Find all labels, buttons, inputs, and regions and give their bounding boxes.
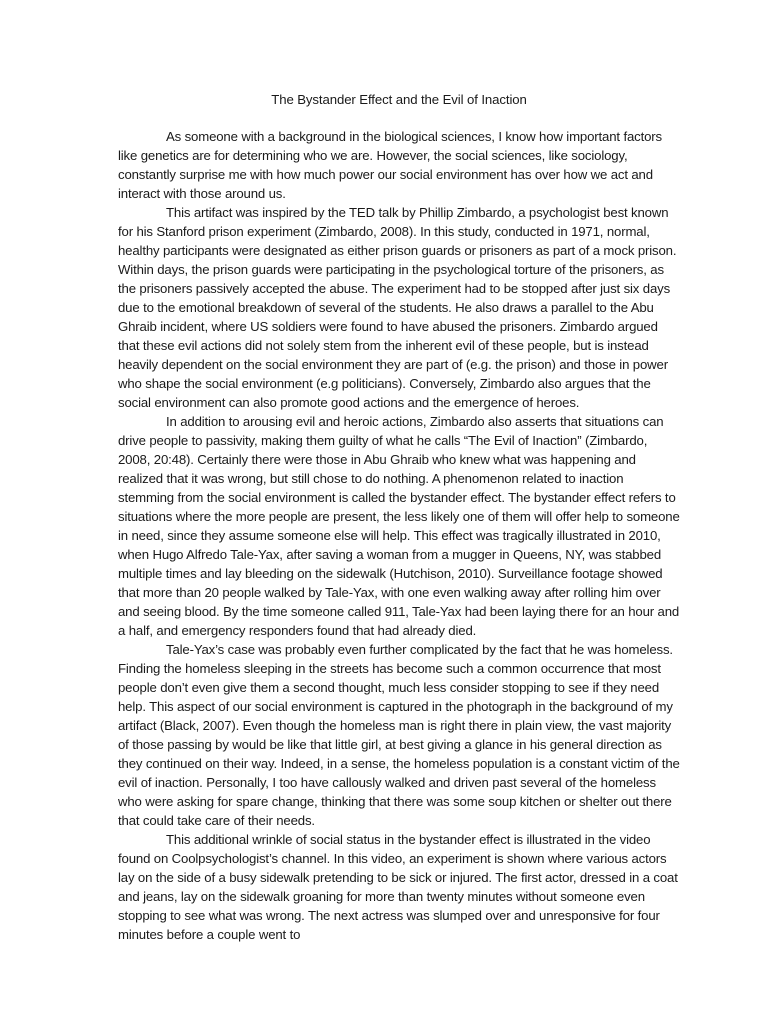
document-title: The Bystander Effect and the Evil of Inaction: [271, 92, 527, 107]
paragraph: As someone with a background in the biological sciences, I know how important factors like genetics are for determining who we are. However, the social sciences, like sociology, constantly surprise me with how much power our social environment has over how we act and interact with those around us.: [118, 129, 662, 201]
paragraph: In addition to arousing evil and heroic actions, Zimbardo also asserts that situations can drive people to passivity, making them guilty of what he calls “The Evil of Inaction” (Zimbardo, 2008, 20:48). Certainly there were those in Abu Ghraib who knew what was happening and realized that it was wrong, but still chose to do nothing. A phenomenon related to inaction stemming from the social environment is called the bystander effect. The bystander effect refers to situations where the more people are present, the less likely one of them will offer help to someone in need, since they assume someone else will help. This effect was tragically illustrated in 2010, when Hugo Alfredo Tale-Yax, after saving a woman from a mugger in Queens, NY, was stabbed multiple times and lay bleeding on the sidewalk (Hutchison, 2010). Surveillance footage showed that more than 20 people walked by Tale-Yax, with one even walking away after rolling him over and seeing blood. By the time someone called 911, Tale-Yax had been laying there for an hour and a half, and emergency responders found that had already died.: [118, 414, 680, 638]
paragraph: Tale-Yax’s case was probably even further complicated by the fact that he was homeless. Finding the homeless sleeping in the streets has become such a common occurrence that most people don’t even give them a second thought, much less consider stopping to see if they need help. This aspect of our social environment is captured in the photograph in the background of my artifact (Black, 2007). Even though the homeless man is right there in plain view, the vast majority of those passing by would be like that little girl, at best giving a glance in his general direction as they continued on their way. Indeed, in a sense, the homeless population is a constant victim of the evil of inaction. Personally, I too have callously walked and driven past several of the homeless who were asking for spare change, thinking that there was some soup kitchen or shelter out there that could take care of their needs.: [118, 642, 680, 828]
paragraph: This additional wrinkle of social status in the bystander effect is illustrated in the video found on Coolpsychologist’s channel. In this video, an experiment is shown where various actors lay on the side of a busy sidewalk pretending to be sick or injured. The first actor, dressed in a coat and jeans, lay on the sidewalk groaning for more than twenty minutes without someone even stopping to see what was wrong. The next actress was slumped over and unresponsive for four minutes before a couple went to: [118, 832, 678, 942]
paragraph: This artifact was inspired by the TED talk by Phillip Zimbardo, a psychologist best known for his Stanford prison experiment (Zimbardo, 2008). In this study, conducted in 1971, normal, healthy participants were designated as either prison guards or prisoners as part of a mock prison. Within days, the prison guards were participating in the psychological torture of the prisoners, as the prisoners passively accepted the abuse. The experiment had to be stopped after just six days due to the emotional breakdown of several of the students. He also draws a parallel to the Abu Ghraib incident, where US soldiers were found to have abused the prisoners. Zimbardo argued that these evil actions did not solely stem from the inherent evil of these people, but is instead heavily dependent on the social environment they are part of (e.g. the prison) and those in power who shape the social environment (e.g politicians). Conversely, Zimbardo also argues that the social environment can also promote good actions and the emergence of heroes.: [118, 205, 677, 410]
